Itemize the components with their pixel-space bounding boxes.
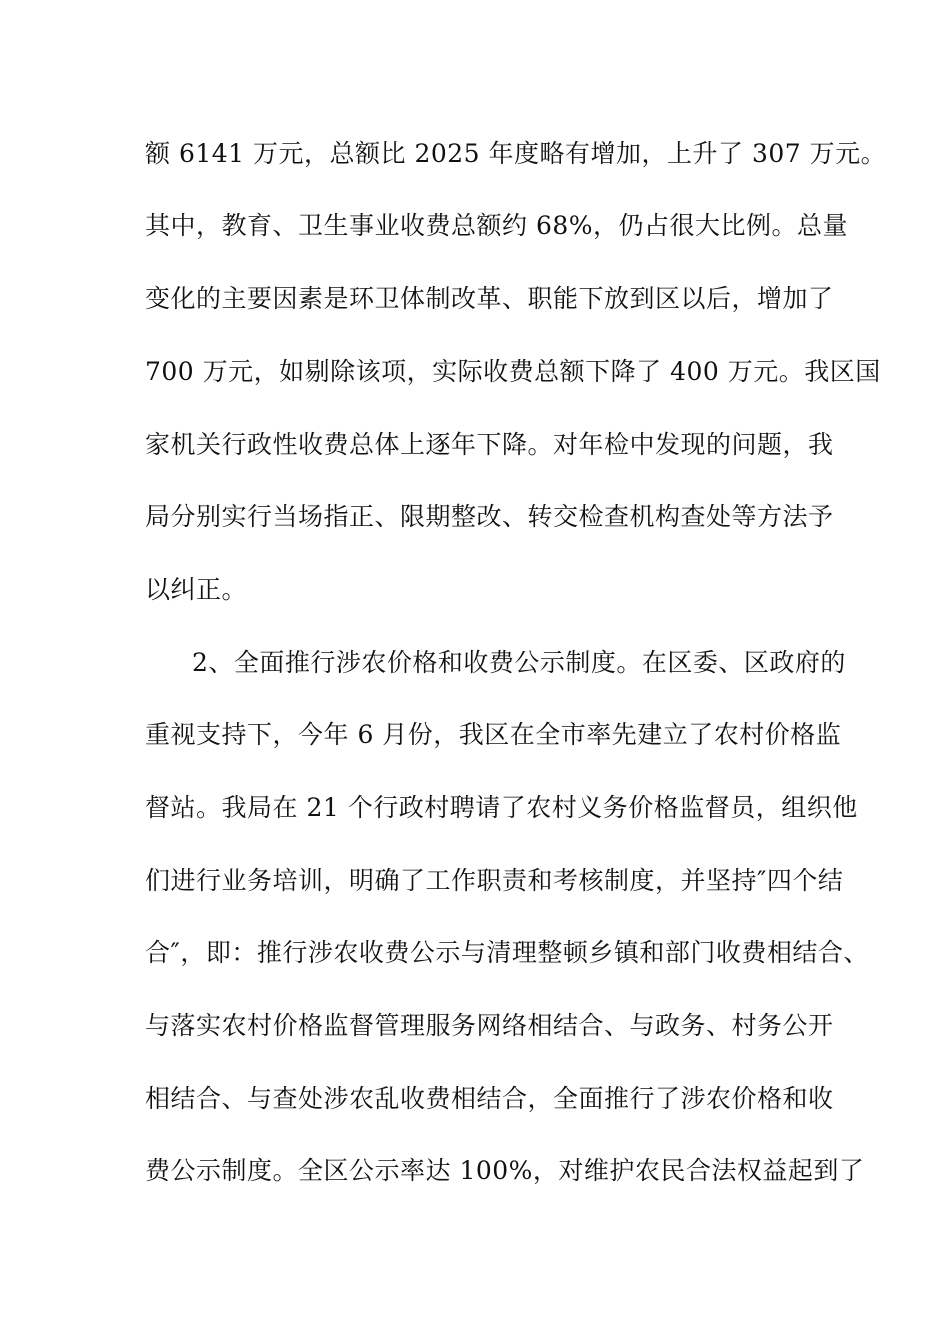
text-line: 变化的主要因素是环卫体制改革、职能下放到区以后，增加了 [145,284,834,313]
text-line: 们进行业务培训，明确了工作职责和考核制度，并坚持″四个结 [145,866,844,895]
text-line: 督站。我局在 21 个行政村聘请了农村义务价格监督员，组织他 [145,793,858,822]
paragraph-start-line: 2、全面推行涉农价格和收费公示制度。在区委、区政府的 [192,648,846,677]
text-line: 额 6141 万元，总额比 2025 年度略有增加，上升了 307 万元。 [145,139,887,168]
text-line: 费公示制度。全区公示率达 100%，对维护农民合法权益起到了 [145,1156,865,1185]
text-line: 以纠正。 [145,575,248,604]
text-line: 重视支持下，今年 6 月份，我区在全市率先建立了农村价格监 [145,720,842,749]
text-line: 700 万元，如剔除该项，实际收费总额下降了 400 万元。我区国 [145,357,881,386]
text-line: 合″，即：推行涉农收费公示与清理整顿乡镇和部门收费相结合、 [145,938,869,967]
text-line: 局分别实行当场指正、限期整改、转交检查机构查处等方法予 [145,502,834,531]
text-line: 与落实农村价格监督管理服务网络相结合、与政务、村务公开 [145,1011,834,1040]
text-line: 家机关行政性收费总体上逐年下降。对年检中发现的问题，我 [145,430,834,459]
text-line: 相结合、与查处涉农乱收费相结合，全面推行了涉农价格和收 [145,1084,834,1113]
text-line: 其中，教育、卫生事业收费总额约 68%，仍占很大比例。总量 [145,211,849,240]
